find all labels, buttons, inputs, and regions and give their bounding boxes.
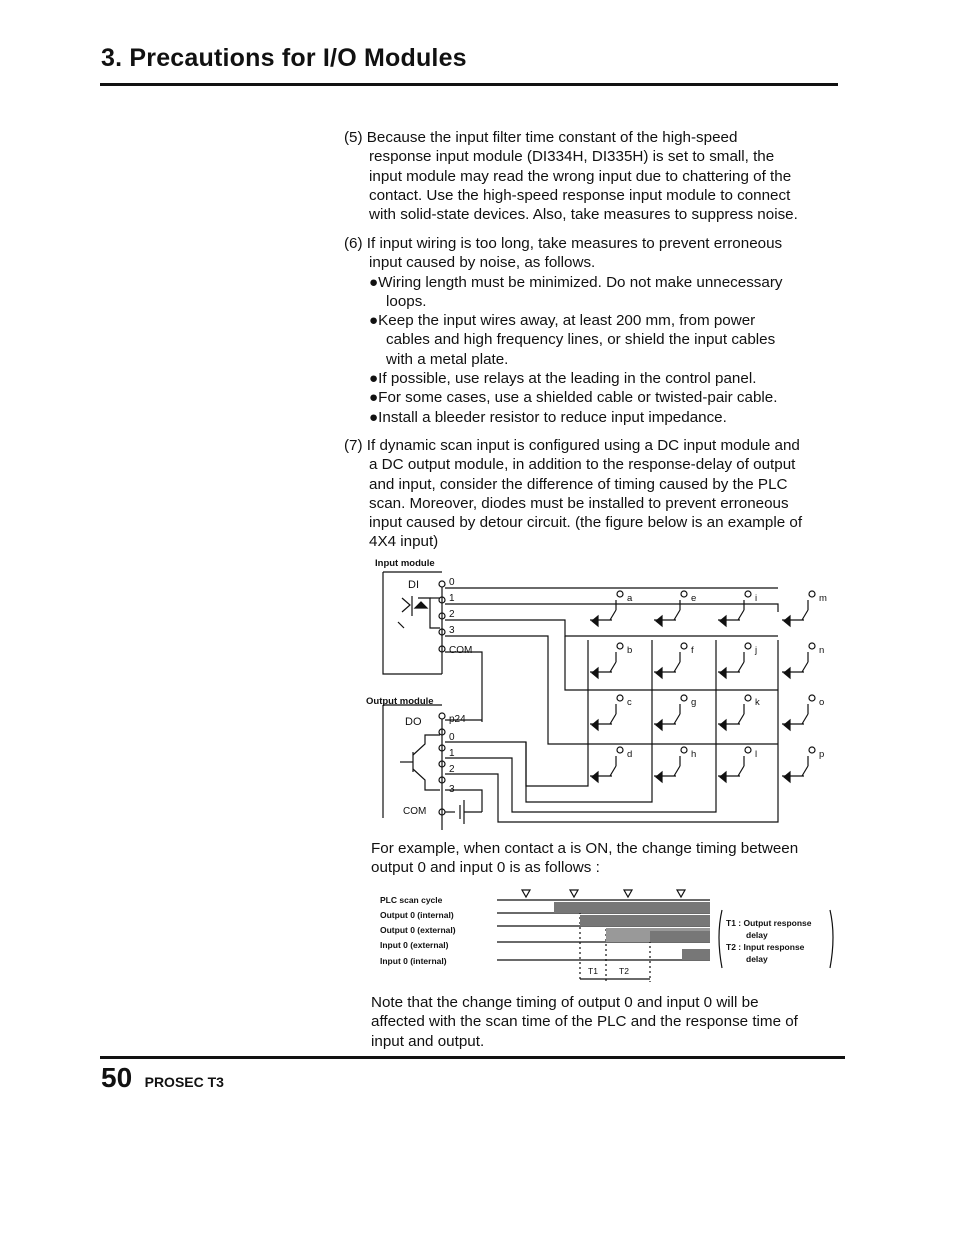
bullet-item-continuation: with a metal plate. (386, 350, 509, 368)
caption-line: For example, when contact a is ON, the change timing between (371, 840, 799, 857)
contact-label: c (627, 697, 632, 708)
com-label: COM (403, 806, 427, 817)
item-7-line: input caused by detour circuit. (the figure below is an example of (369, 514, 803, 532)
timing-signal-label: Output 0 (internal) (380, 910, 454, 920)
timing-signal-label: Input 0 (internal) (380, 956, 447, 966)
contact-label: k (755, 697, 760, 708)
contact-label: m (819, 593, 827, 604)
note-line: affected with the scan time of the PLC and the response time of (371, 1013, 798, 1031)
page-number: 50 (101, 1062, 133, 1093)
note-line: Note that the change timing of output 0 and input 0 will be (371, 994, 759, 1011)
input-terminal-label: 0 (449, 577, 455, 588)
t2-marker: T2 (619, 966, 629, 976)
bullet-item: ●For some cases, use a shielded cable or twisted-pair cable. (369, 389, 778, 407)
bullet-item: ●Install a bleeder resistor to reduce input impedance. (369, 408, 727, 426)
item-5-line: (5) Because the input filter time constant of the high-speed (344, 129, 738, 146)
contact-label: a (627, 593, 633, 604)
product-name: PROSEC T3 (144, 1074, 224, 1090)
t1-marker: T1 (588, 966, 598, 976)
output-terminal-label: p24 (449, 714, 466, 725)
contact-label: i (755, 593, 758, 604)
bullet-item-continuation: loops. (386, 292, 427, 310)
input-module-label: Input module (375, 558, 435, 569)
timing-legend: T2 : Input response (726, 942, 805, 952)
contact-label: e (691, 593, 697, 604)
timing-legend: T1 : Output response (726, 918, 812, 928)
contact-label: p (819, 749, 825, 760)
contact-label: h (691, 749, 697, 760)
bullet-item-continuation: cables and high frequency lines, or shield the input cables (386, 331, 776, 349)
timing-signal-label: PLC scan cycle (380, 895, 443, 905)
contact-label: f (691, 645, 694, 656)
note-paragraph (371, 993, 841, 1051)
output-terminal-label: 2 (449, 764, 455, 775)
item-7-line: scan. Moreover, diodes must be installed to prevent erroneous (369, 494, 789, 512)
note-line: input and output. (371, 1032, 485, 1050)
contact-label: o (819, 697, 825, 708)
timing-legend: delay (746, 930, 768, 940)
item-5-line: contact. Use the high-speed response input module to connect (369, 186, 791, 204)
output-terminal-label: 1 (449, 748, 455, 759)
bullet-item: ●If possible, use relays at the leading in the control panel. (369, 370, 757, 388)
contact-label: l (755, 749, 758, 760)
input-terminal-label: 3 (449, 625, 455, 636)
input-terminal-label: COM (449, 645, 473, 656)
item-7-line: 4X4 input) (369, 533, 439, 551)
item-6-line: (6) If input wiring is too long, take measures to prevent erroneous (344, 235, 783, 252)
di-label: DI (408, 579, 419, 591)
page-footer (101, 1062, 224, 1094)
bullet-item: ●Keep the input wires away, at least 200 mm, from power (369, 312, 756, 330)
item-6-line: input caused by noise, as follows. (369, 254, 596, 272)
output-terminal-label: 3 (449, 784, 455, 795)
timing-signal-label: Input 0 (external) (380, 940, 449, 950)
timing-signal-label: Output 0 (external) (380, 925, 456, 935)
item-5-line: response input module (DI334H, DI335H) is set to small, the (369, 148, 775, 166)
contact-label: b (627, 645, 633, 656)
item-7-line: a DC output module, in addition to the response-delay of output (369, 456, 796, 474)
footer-rule (100, 1056, 845, 1059)
contact-label: d (627, 749, 633, 760)
timing-legend: delay (746, 954, 768, 964)
do-label: DO (405, 716, 422, 728)
contact-label: g (691, 697, 697, 708)
output-module-label: Output module (366, 696, 434, 707)
item-5-line: with solid-state devices. Also, take measures to suppress noise. (369, 206, 798, 224)
item-7-line: and input, consider the difference of timing caused by the PLC (369, 475, 788, 493)
item-7-line: (7) If dynamic scan input is configured using a DC input module and (344, 437, 800, 454)
output-terminal-label: 0 (449, 732, 455, 743)
item-5-line: input module may read the wrong input due to chattering of the (369, 167, 792, 185)
input-terminal-label: 1 (449, 593, 455, 604)
example-caption (371, 839, 841, 878)
page-title: 3. Precautions for I/O Modules (101, 44, 467, 72)
input-terminal-label: 2 (449, 609, 455, 620)
contact-label: n (819, 645, 825, 656)
bullet-item: ●Wiring length must be minimized. Do not make unnecessary (369, 273, 783, 291)
caption-line: output 0 and input 0 is as follows : (371, 859, 600, 877)
contact-label: j (755, 645, 758, 656)
